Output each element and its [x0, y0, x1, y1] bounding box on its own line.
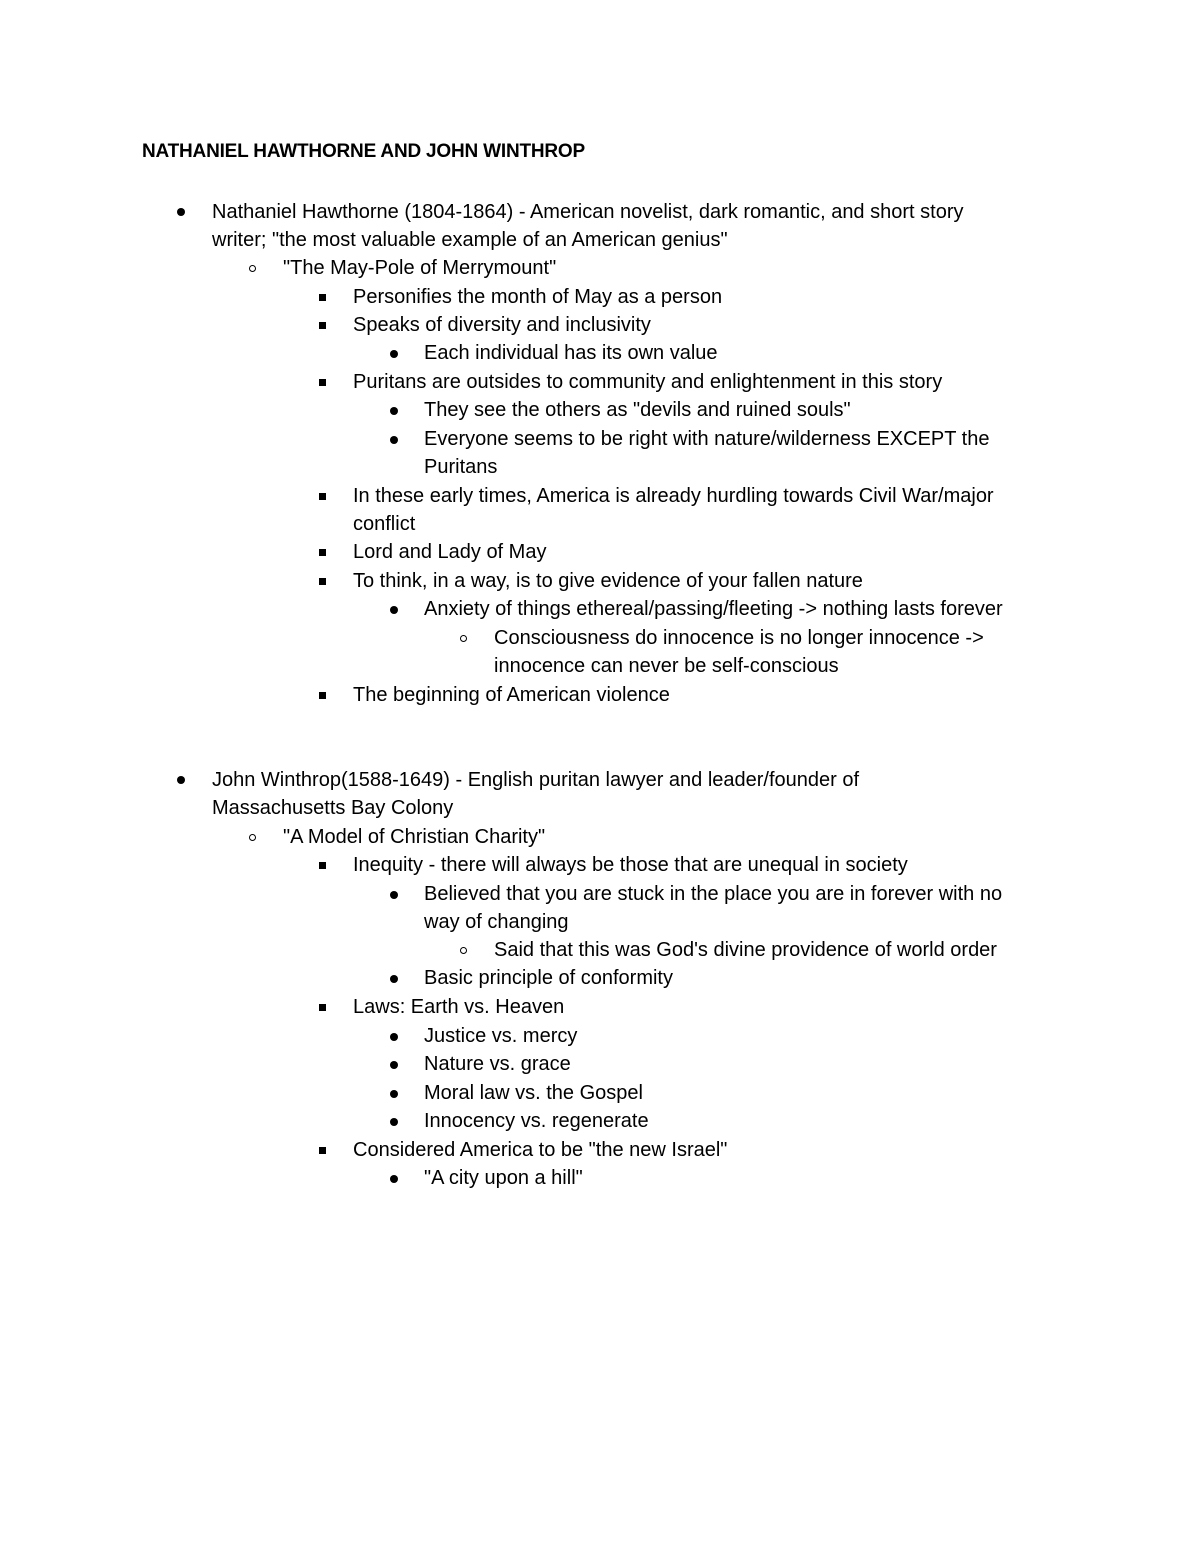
bullet-square-icon	[319, 578, 326, 585]
winthrop-point-1a-line2: way of changing	[424, 911, 569, 933]
document-title: NATHANIEL HAWTHORNE AND JOHN WINTHROP	[142, 141, 585, 162]
winthrop-point-2: Laws: Earth vs. Heaven	[353, 996, 565, 1018]
bullet-square-icon	[319, 1147, 326, 1154]
bullet-square-icon	[319, 692, 326, 699]
winthrop-point-2d: Innocency vs. regenerate	[424, 1110, 649, 1132]
bullet-square-icon	[319, 862, 326, 869]
bullet-square-icon	[319, 493, 326, 500]
winthrop-point-1a-line1: Believed that you are stuck in the place you are in forever with no	[424, 883, 1003, 905]
winthrop-heading-line1: John Winthrop(1588-1649) - English puritan lawyer and leader/founder of	[212, 769, 860, 791]
bullet-circle-icon	[249, 834, 256, 841]
hawthorne-work-title: "The May-Pole of Merrymount"	[283, 257, 557, 279]
hawthorne-point-5: Lord and Lady of May	[353, 541, 547, 563]
winthrop-heading-line2: Massachusetts Bay Colony	[212, 797, 454, 819]
winthrop-point-1: Inequity - there will always be those that are unequal in society	[353, 854, 908, 876]
bullet-disc-icon	[390, 436, 398, 444]
bullet-disc-icon	[390, 350, 398, 358]
hawthorne-point-3: Puritans are outsides to community and enlightenment in this story	[353, 371, 943, 393]
bullet-disc-icon	[390, 975, 398, 983]
winthrop-point-2b: Nature vs. grace	[424, 1053, 571, 1075]
hawthorne-point-7: The beginning of American violence	[353, 684, 670, 706]
hawthorne-point-1: Personifies the month of May as a person	[353, 286, 723, 308]
hawthorne-point-3b-line1: Everyone seems to be right with nature/wilderness EXCEPT the	[424, 428, 990, 450]
bullet-square-icon	[319, 379, 326, 386]
bullet-disc-icon	[390, 1033, 398, 1041]
bullet-square-icon	[319, 294, 326, 301]
bullet-disc-icon	[390, 1061, 398, 1069]
hawthorne-point-4-line1: In these early times, America is already hurdling towards Civil War/major	[353, 485, 994, 507]
winthrop-point-3: Considered America to be "the new Israel"	[353, 1139, 728, 1161]
winthrop-point-3a: "A city upon a hill"	[424, 1167, 583, 1189]
hawthorne-point-6a-i-line1: Consciousness do innocence is no longer innocence ->	[494, 627, 984, 649]
bullet-disc-icon	[390, 606, 398, 614]
bullet-circle-icon	[460, 635, 467, 642]
hawthorne-point-3a: They see the others as "devils and ruined souls"	[424, 399, 851, 421]
hawthorne-heading-line1: Nathaniel Hawthorne (1804-1864) - American novelist, dark romantic, and short story	[212, 201, 964, 223]
bullet-square-icon	[319, 549, 326, 556]
bullet-disc-icon	[390, 1118, 398, 1126]
hawthorne-heading-line2: writer; "the most valuable example of an American genius"	[212, 229, 728, 251]
winthrop-work-title: "A Model of Christian Charity"	[283, 826, 546, 848]
bullet-disc-icon	[390, 891, 398, 899]
bullet-square-icon	[319, 322, 326, 329]
bullet-disc-icon	[177, 776, 185, 784]
bullet-circle-icon	[249, 265, 256, 272]
bullet-disc-icon	[390, 1090, 398, 1098]
hawthorne-point-6a: Anxiety of things ethereal/passing/fleeting -> nothing lasts forever	[424, 598, 1003, 620]
bullet-disc-icon	[177, 208, 185, 216]
hawthorne-point-6: To think, in a way, is to give evidence of your fallen nature	[353, 570, 863, 592]
hawthorne-point-3b-line2: Puritans	[424, 456, 498, 478]
winthrop-point-2c: Moral law vs. the Gospel	[424, 1082, 643, 1104]
bullet-square-icon	[319, 1004, 326, 1011]
winthrop-point-2a: Justice vs. mercy	[424, 1025, 578, 1047]
hawthorne-point-4-line2: conflict	[353, 513, 416, 535]
hawthorne-point-2a: Each individual has its own value	[424, 342, 718, 364]
bullet-disc-icon	[390, 407, 398, 415]
bullet-disc-icon	[390, 1175, 398, 1183]
winthrop-point-1a-i: Said that this was God's divine providence of world order	[494, 939, 997, 961]
winthrop-point-1b: Basic principle of conformity	[424, 967, 673, 989]
hawthorne-point-6a-i-line2: innocence can never be self-conscious	[494, 655, 839, 677]
hawthorne-point-2: Speaks of diversity and inclusivity	[353, 314, 651, 336]
bullet-circle-icon	[460, 947, 467, 954]
